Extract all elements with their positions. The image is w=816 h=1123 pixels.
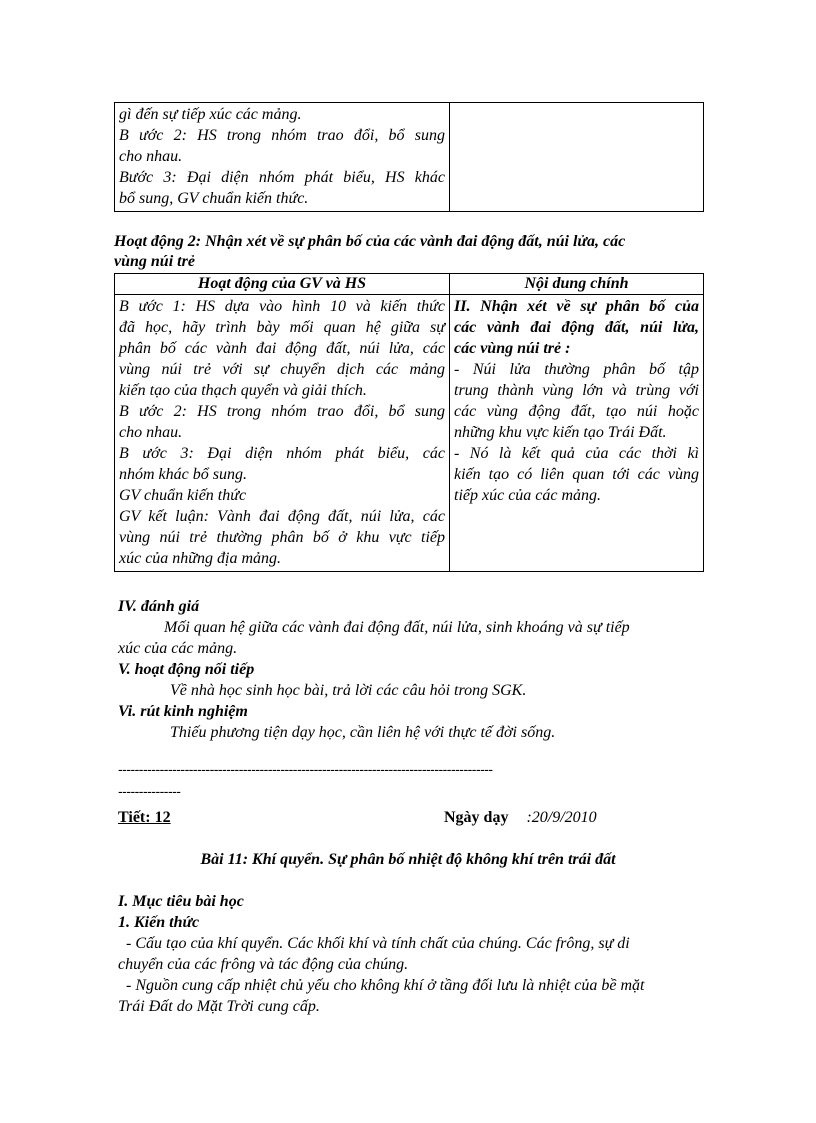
content-line: kiến tạo có liên quan tới các vùng — [454, 466, 699, 483]
period-label: Tiết: 12 — [118, 809, 171, 826]
objective-line: - Cấu tạo của khí quyển. Các khối khí và tính chất của chúng. Các frông, sự di — [126, 935, 630, 952]
lesson-title: Bài 11: Khí quyển. Sự phân bố nhiệt độ không khí trên trái đất — [200, 851, 616, 868]
objective-line: chuyển của các frông và tác động của chúng. — [118, 956, 409, 973]
table2-line: B ước 2: HS trong nhóm trao đổi, bổ sung — [119, 403, 445, 420]
table2-line: vùng núi trẻ thường phân bố ở khu vực tiếp — [119, 529, 445, 546]
content-line: tiếp xúc của các mảng. — [454, 487, 602, 504]
table2-right-cell — [450, 295, 704, 572]
table2-line: nhóm khác bổ sung. — [119, 466, 247, 483]
table2-line: phân bố các vành đai động đất, núi lửa, các — [119, 340, 445, 357]
date-label: Ngày dạy — [444, 809, 509, 826]
table2-line: B ước 1: HS dựa vào hình 10 và kiến thức — [119, 298, 445, 315]
activity2-table — [114, 273, 704, 572]
table2-line: GV kết luận: Vành đai động đất, núi lửa, các — [119, 508, 445, 525]
objective-line: - Nguồn cung cấp nhiệt chủ yếu cho không khí ở tầng đối lưu là nhiệt của bề mặt — [126, 977, 645, 994]
content-heading-line: II. Nhận xét về sự phân bố của — [454, 298, 699, 315]
objectives-heading: I. Mục tiêu bài học — [118, 893, 244, 910]
activity2-heading: Hoạt động 2: Nhận xét về sự phân bố của các vành đai động đất, núi lửa, các vùng núi trẻ — [114, 233, 626, 270]
content-heading-line: các vùng núi trẻ : — [454, 340, 571, 357]
header-teacher-student: Hoạt động của GV và HS — [115, 274, 450, 295]
table1-line: Bước 3: Đại diện nhóm phát biểu, HS khác — [119, 169, 445, 186]
separator: ------------------------------------------------------------------------------------------ — [118, 761, 493, 777]
section5-line: Về nhà học sinh học bài, trả lời các câu hỏi trong SGK. — [170, 682, 527, 699]
header-main-content: Nội dung chính — [450, 274, 704, 295]
table2-line: đã học, hãy trình bày mối quan hệ giữa sự — [119, 319, 445, 336]
table1-line: bổ sung, GV chuẩn kiến thức. — [119, 190, 309, 207]
table2-line: GV chuẩn kiến thức — [119, 487, 247, 504]
knowledge-heading: 1. Kiến thức — [118, 914, 200, 931]
section6-heading: Vi. rút kinh nghiệm — [118, 703, 248, 720]
table2-line: xúc của những địa mảng. — [119, 550, 282, 567]
table1-left-cell — [115, 103, 450, 212]
table1-right-cell — [450, 103, 704, 212]
content-line: - Nó là kết quả của các thời kì — [454, 445, 699, 462]
separator-tail: --------------- — [118, 783, 181, 799]
table2-line: vùng núi trẻ với sự chuyển dịch các mảng — [119, 361, 445, 378]
table1-line: gì đến sự tiếp xúc các mảng. — [119, 106, 302, 123]
date-row — [444, 807, 597, 828]
table2-line: cho nhau. — [119, 424, 183, 441]
content-line: các vùng động đất, tạo núi hoặc — [454, 403, 699, 420]
table2-line: kiến tạo của thạch quyển và giải thích. — [119, 382, 367, 399]
section4-line: Mối quan hệ giữa các vành đai động đất, núi lửa, sinh khoáng và sự tiếp — [164, 619, 630, 636]
objective-line: Trái Đất do Mặt Trời cung cấp. — [118, 998, 320, 1015]
content-line: trung thành vùng lớn và trùng với — [454, 382, 699, 399]
continuation-table — [114, 102, 704, 212]
section4-heading: IV. đánh giá — [118, 598, 200, 615]
table1-line: cho nhau. — [119, 148, 183, 165]
section4-line: xúc của các mảng. — [118, 640, 238, 657]
content-heading-line: các vành đai động đất, núi lửa, — [454, 319, 699, 336]
section5-heading: V. hoạt động nối tiếp — [118, 661, 255, 678]
table1-line: B ước 2: HS trong nhóm trao đổi, bổ sung — [119, 127, 445, 144]
content-line: những khu vực kiến tạo Trái Đất. — [454, 424, 667, 441]
content-line: - Núi lửa thường phân bố tập — [454, 361, 699, 378]
table2-line: B ước 3: Đại diện nhóm phát biểu, các — [119, 445, 445, 462]
date-value: :20/9/2010 — [526, 809, 597, 826]
table2-left-cell — [115, 295, 450, 572]
section6-line: Thiếu phương tiện dạy học, cần liên hệ với thực tế đời sống. — [170, 724, 556, 741]
